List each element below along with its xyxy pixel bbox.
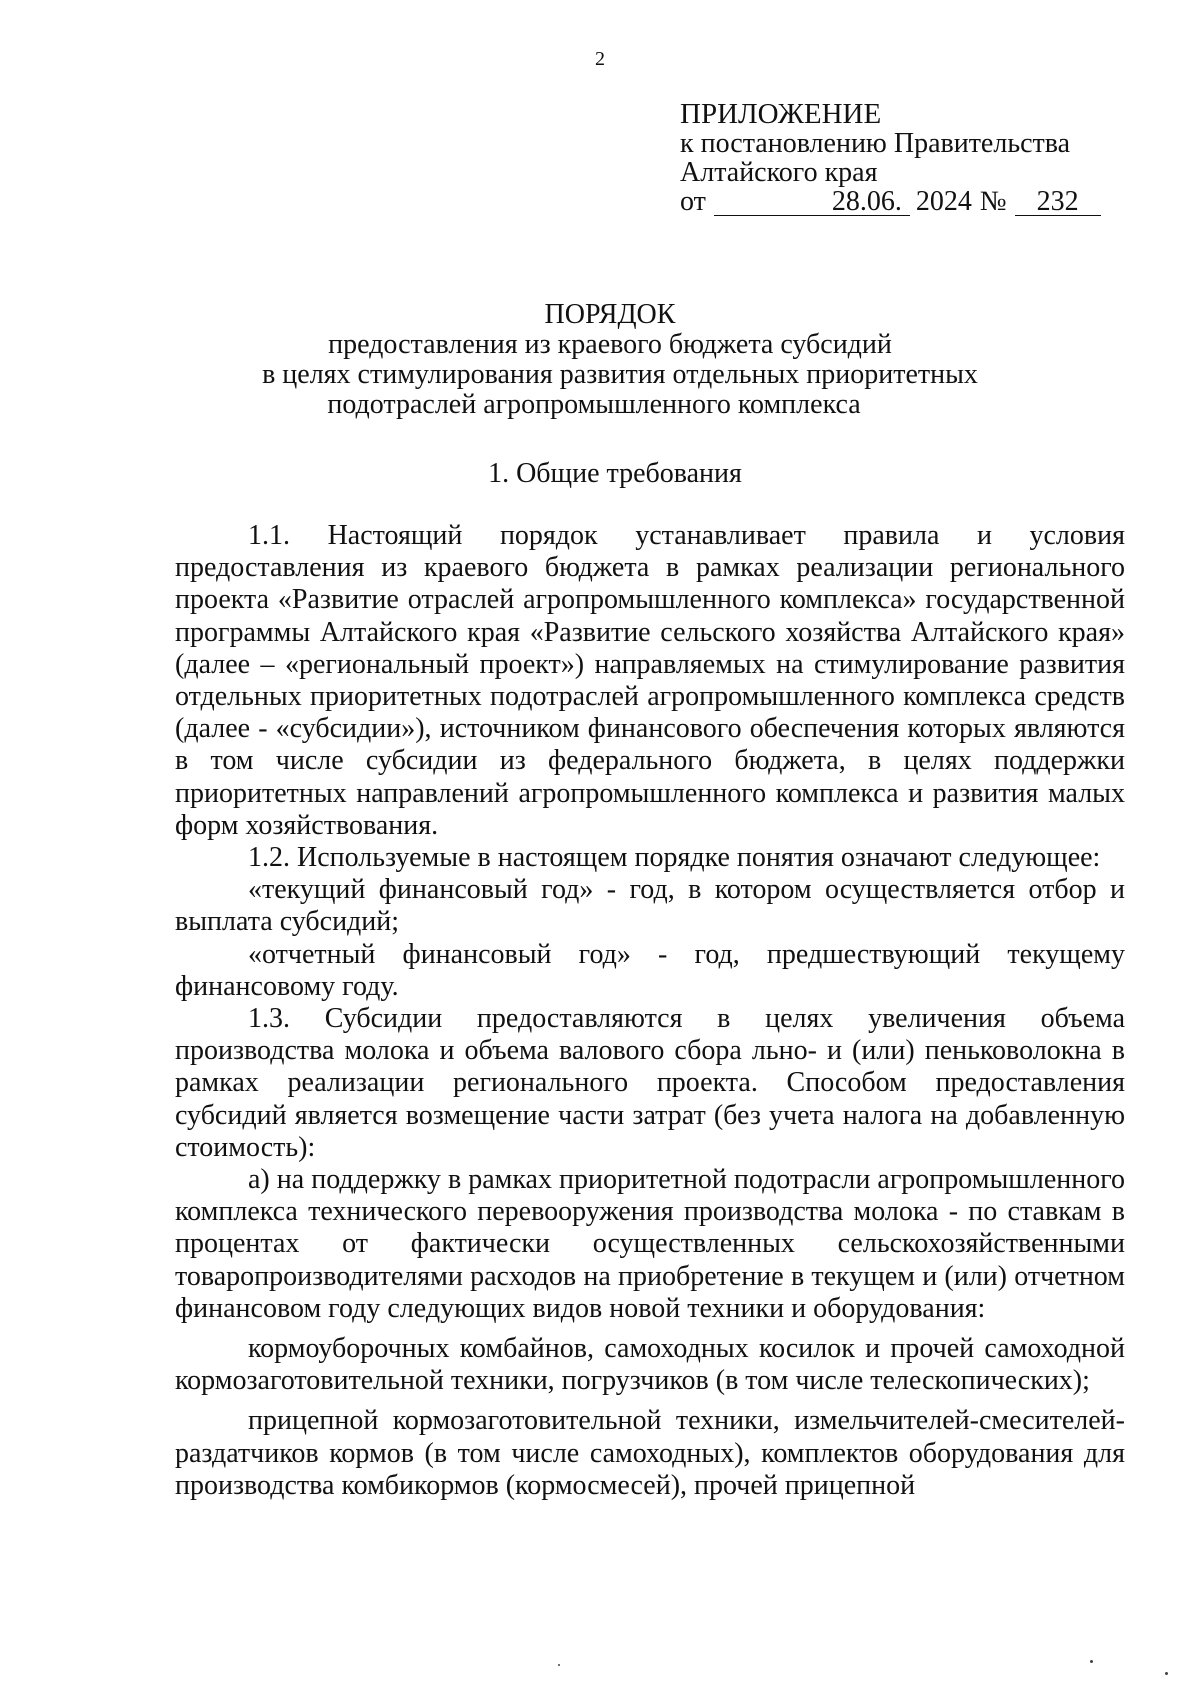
resolution-date: 28.06.	[714, 189, 910, 216]
document-title	[0, 300, 1200, 420]
resolution-year: 2024	[915, 186, 972, 217]
from-label: от	[680, 186, 706, 217]
page-number: 2	[595, 48, 605, 70]
appendix-region-line: Алтайского края	[680, 157, 878, 188]
equipment-list-item-2: прицепной кормозаготовительной техники, измельчителей-смесителей-раздатчиков кормов (в том числе самоходных), комплектов оборудования для производства комбикормов (кормосмесей), прочей прицепной	[175, 1405, 1125, 1501]
appendix-date-line	[680, 187, 1101, 216]
section-heading: 1. Общие требования	[488, 458, 742, 489]
paragraph-1-2: 1.2. Используемые в настоящем порядке понятия означают следующее:	[248, 842, 1101, 874]
appendix-heading: ПРИЛОЖЕНИЕ	[680, 98, 882, 130]
definition-current-year: «текущий финансовый год» - год, в котором осуществляется отбор и выплата субсидий;	[175, 874, 1125, 938]
title-word: ПОРЯДОК	[544, 299, 676, 330]
title-line-3: подотраслей агропромышленного комплекса	[327, 389, 861, 420]
scan-speck	[1165, 1672, 1168, 1675]
resolution-number: 232	[1015, 189, 1101, 216]
paragraph-1-1: 1.1. Настоящий порядок устанавливает правила и условия предоставления из краевого бюджета в рамках реализации регионального проекта «Развитие отраслей агропромышленного комплекса» государственной программы Алтайского края «Развитие сельского хозяйства Алтайского края» (далее – «региональный проект») направляемых на стимулирование развития отдельных приоритетных подотраслей агропромышленного комплекса средств (далее - «субсидии»), источником финансового обеспечения которых являются в том числе субсидии из федерального бюджета, в целях поддержки приоритетных направлений агропромышленного комплекса и развития малых форм хозяйствования.	[175, 520, 1125, 841]
equipment-list-item-1: кормоуборочных комбайнов, самоходных косилок и прочей самоходной кормозаготовительной техники, погрузчиков (в том числе телескопических);	[175, 1333, 1125, 1397]
subparagraph-a: а) на поддержку в рамках приоритетной подотрасли агропромышленного комплекса технического перевооружения производства молока - по ставкам в процентах от фактически осуществленных сельскохозяйственными товаропроизводителями расходов на приобретение в текущем и (или) отчетном финансовом году следующих видов новой техники и оборудования:	[175, 1164, 1125, 1324]
paragraph-1-3: 1.3. Субсидии предоставляются в целях увеличения объема производства молока и объема валового сбора льно- и (или) пеньковолокна в рамках реализации регионального проекта. Способом предоставления субсидий является возмещение части затрат (без учета налога на добавленную стоимость):	[175, 1003, 1125, 1163]
body-text	[175, 520, 1125, 1502]
title-line-1: предоставления из краевого бюджета субсидий	[328, 329, 892, 360]
definition-reporting-year: «отчетный финансовый год» - год, предшествующий текущему финансовому году.	[175, 938, 1125, 1002]
number-sign: №	[979, 186, 1007, 217]
scan-speck	[558, 1664, 560, 1666]
scan-speck	[1090, 1660, 1093, 1663]
title-line-2: в целях стимулирования развития отдельных приоритетных	[262, 359, 978, 390]
appendix-resolution-line: к постановлению Правительства	[680, 128, 1071, 159]
appendix-block	[680, 100, 1101, 216]
